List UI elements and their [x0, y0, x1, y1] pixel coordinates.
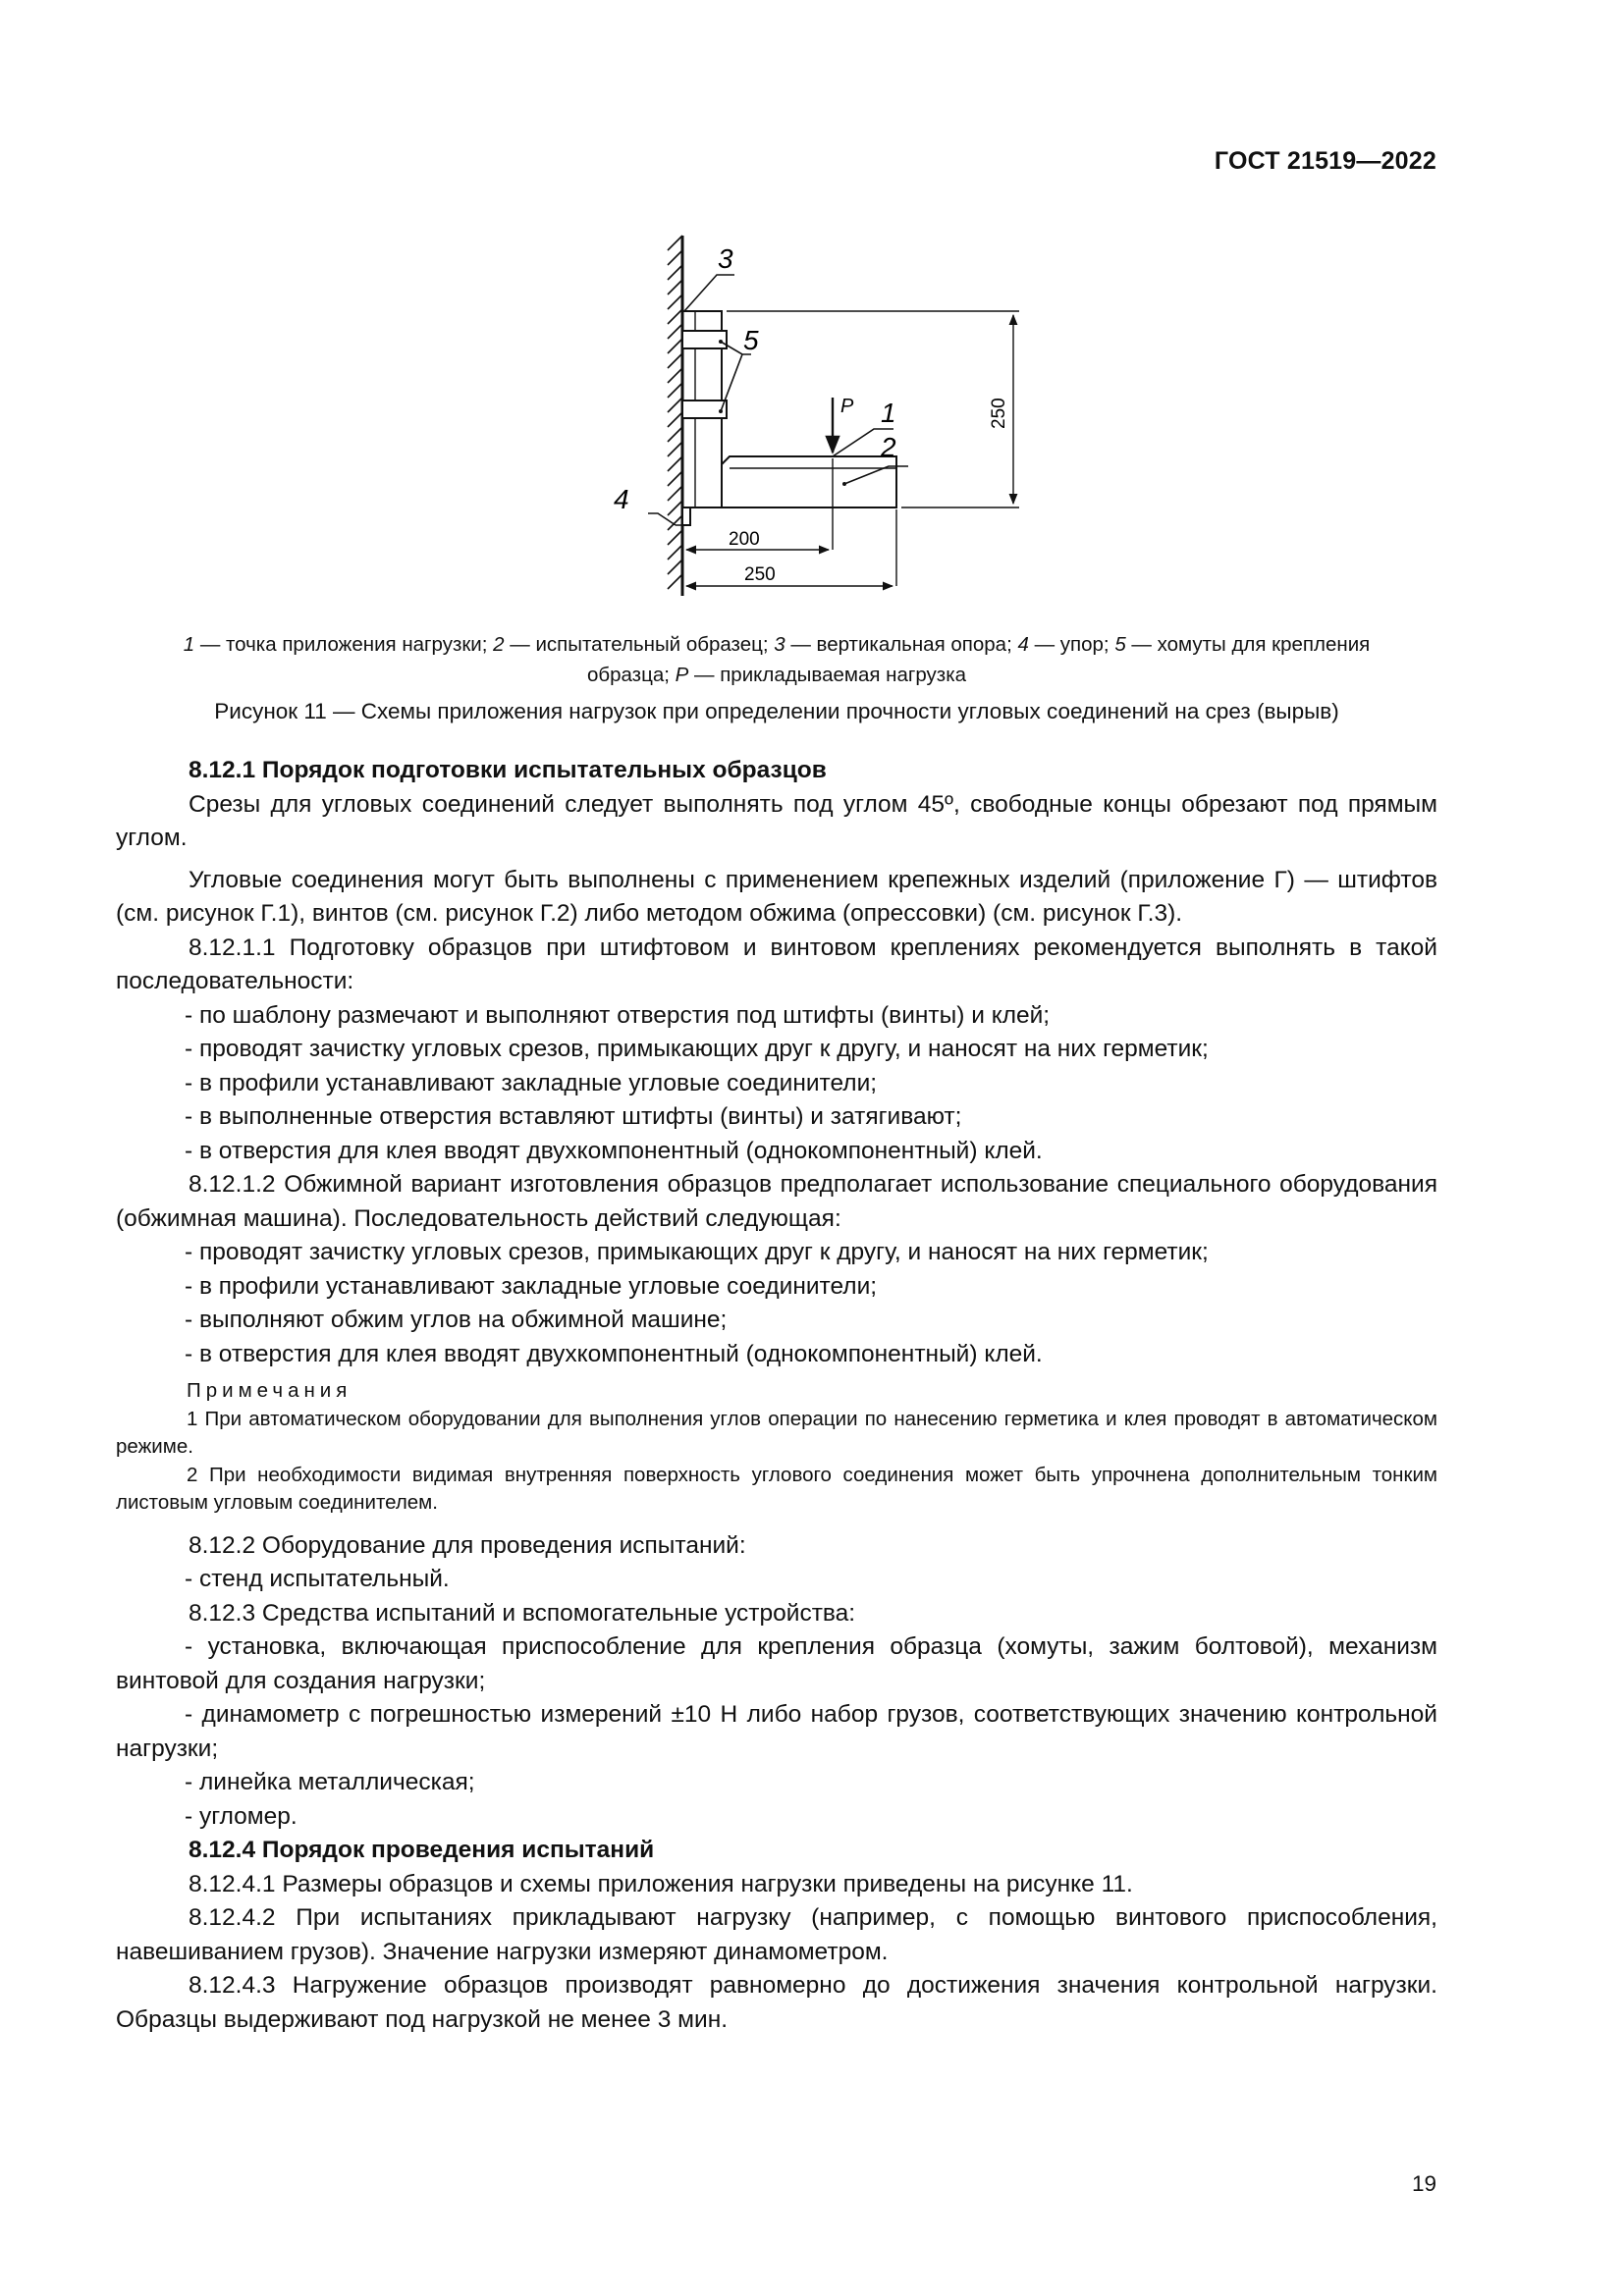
paragraph: 8.12.4.2 При испытаниях прикладывают нагрузку (например, с помощью винтового приспособления, навешиванием грузов). Значение нагрузки измеряют динамометром.	[116, 1904, 1437, 1965]
document-body	[116, 754, 1437, 2037]
label-p: P	[840, 396, 854, 417]
note-1: 1 При автоматическом оборудовании для выполнения углов операции по нанесению герметика и клея проводят в автоматическом режиме.	[116, 1407, 1437, 1458]
list-item: - в отверстия для клея вводят двухкомпонентный (однокомпонентный) клей.	[185, 1340, 1043, 1367]
figure-drawing	[589, 221, 1009, 609]
list-item: - в профили устанавливают закладные угловые соединители;	[185, 1272, 878, 1300]
legend-num-3: 3	[774, 633, 785, 656]
legend-num-1: 1	[183, 633, 195, 656]
list-item: - линейка металлическая;	[185, 1769, 475, 1795]
legend-num-2: 2	[493, 633, 505, 656]
clamps	[682, 331, 727, 418]
legend-num-p: P	[675, 664, 689, 686]
label-5: 5	[743, 325, 759, 355]
figure-legend	[116, 629, 1437, 690]
section-8-12-4-heading: 8.12.4 Порядок проведения испытаний	[189, 1837, 655, 1863]
notes-block	[116, 1377, 1437, 1518]
paragraph: 8.12.1.2 Обжимной вариант изготовления образцов предполагает использование специального оборудования (обжимная машина). Последовательность действий следующая:	[116, 1171, 1437, 1232]
legend-text-5: — хомуты для крепления	[1125, 633, 1371, 656]
list-item: - в выполненные отверстия вставляют штифты (винты) и затягивают;	[185, 1103, 962, 1130]
label-4: 4	[614, 484, 629, 514]
label-3: 3	[718, 243, 733, 274]
dim-vertical-250: 250	[989, 398, 1009, 429]
section-8-12-3: 8.12.3 Средства испытаний и вспомогательные устройства:	[189, 1599, 856, 1627]
legend-text-1: — точка приложения нагрузки;	[194, 633, 494, 656]
page-number: 19	[1411, 2171, 1436, 2196]
note-2: 2 При необходимости видимая внутренняя поверхность углового соединения может быть упрочнена дополнительным тонким листовым угловым соединителем.	[116, 1463, 1437, 1514]
notes-title: Примечания	[187, 1379, 352, 1402]
legend-num-4: 4	[1017, 633, 1029, 656]
vertical-support	[668, 236, 682, 596]
document-code: ГОСТ 21519—2022	[1214, 147, 1436, 175]
list-item: - по шаблону размечают и выполняют отверстия под штифты (винты) и клей;	[185, 1001, 1051, 1029]
paragraph: 8.12.4.1 Размеры образцов и схемы приложения нагрузки приведены на рисунке 11.	[189, 1870, 1133, 1897]
paragraph: 8.12.1.1 Подготовку образцов при штифтовом и винтовом креплениях рекомендуется выполнять в такой последовательности:	[116, 934, 1437, 994]
horizontal-profile	[722, 456, 896, 507]
list-item: - угломер.	[185, 1802, 298, 1830]
list-item: - стенд испытательный.	[185, 1566, 450, 1592]
legend-text-3: — вертикальная опора;	[785, 633, 1018, 656]
list-item: - динамометр с погрешностью измерений ±10 Н либо набор грузов, соответствующих значению контрольной нагрузки;	[116, 1701, 1437, 1762]
section-8-12-1-heading: 8.12.1 Порядок подготовки испытательных образцов	[189, 757, 827, 783]
list-item: - проводят зачистку угловых срезов, примыкающих друг к другу, и наносят на них герметик;	[185, 1239, 1209, 1265]
label-1: 1	[881, 398, 896, 428]
list-item: - установка, включающая приспособление для крепления образца (хомуты, зажим болтовой), механизм винтовой для создания нагрузки;	[116, 1633, 1437, 1694]
dim-200: 200	[729, 529, 760, 550]
section-8-12-2: 8.12.2 Оборудование для проведения испытаний:	[189, 1531, 746, 1559]
dim-250: 250	[744, 564, 776, 585]
paragraph: Угловые соединения могут быть выполнены с применением крепежных изделий (приложение Г) — штифтов (см. рисунок Г.1), винтов (см. рисунок Г.2) либо методом обжима (опрессовки) (см. рисунок Г.3).	[116, 866, 1437, 927]
legend-text-4: — упор;	[1028, 633, 1115, 656]
list-item: - выполняют обжим углов на обжимной машине;	[185, 1307, 728, 1333]
legend-text-2: — испытательный образец;	[504, 633, 775, 656]
label-2: 2	[881, 432, 896, 462]
list-item: - в профили устанавливают закладные угловые соединители;	[185, 1069, 878, 1096]
legend-text-7: — прикладываемая нагрузка	[688, 664, 967, 686]
stop	[682, 507, 690, 525]
figure-11-load-scheme	[589, 221, 1009, 609]
paragraph: Срезы для угловых соединений следует выполнять под углом 45º, свободные концы обрезают под прямым углом.	[116, 790, 1437, 851]
paragraph: 8.12.4.3 Нагружение образцов производят равномерно до достижения значения контрольной нагрузки. Образцы выдерживают под нагрузкой не менее 3 мин.	[116, 1972, 1437, 2033]
legend-text-6: образца;	[586, 664, 676, 686]
list-item: - проводят зачистку угловых срезов, примыкающих друг к другу, и наносят на них герметик;	[185, 1036, 1209, 1062]
legend-num-5: 5	[1114, 633, 1126, 656]
figure-caption: Рисунок 11 — Схемы приложения нагрузок при определении прочности угловых соединений на срез (вырыв)	[214, 699, 1339, 723]
list-item: - в отверстия для клея вводят двухкомпонентный (однокомпонентный) клей.	[185, 1137, 1043, 1164]
